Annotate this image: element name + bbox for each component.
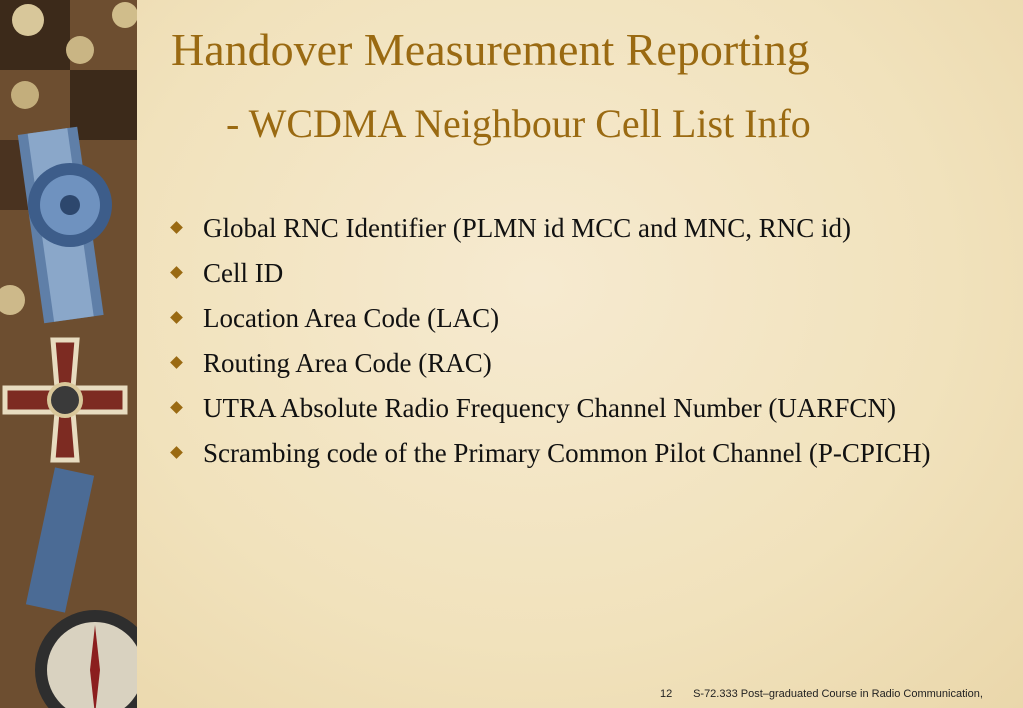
course-name: S-72.333 Post–graduated Course in Radio Communication,	[693, 688, 983, 700]
bullet-item	[168, 255, 938, 292]
bullet-text: Scrambing code of the Primary Common Pilot Channel (P-CPICH)	[203, 438, 931, 468]
bullet-text: Location Area Code (LAC)	[203, 303, 500, 333]
diamond-icon	[170, 266, 183, 279]
bullet-item	[168, 300, 938, 337]
bullet-text: UTRA Absolute Radio Frequency Channel Number (UARFCN)	[203, 393, 896, 423]
bullet-item	[168, 390, 938, 427]
bullet-text: Routing Area Code (RAC)	[203, 348, 492, 378]
decorative-sidebar-image	[0, 0, 137, 708]
bullet-list	[168, 210, 938, 480]
bullet-item	[168, 435, 938, 472]
diamond-icon	[170, 401, 183, 414]
diamond-icon	[170, 356, 183, 369]
bullet-item	[168, 345, 938, 382]
slide-footer	[660, 688, 1020, 700]
diamond-icon	[170, 311, 183, 324]
diamond-icon	[170, 446, 183, 459]
slide-title: Handover Measurement Reporting	[171, 24, 810, 75]
bullet-text: Cell ID	[203, 258, 284, 288]
slide-subtitle: - WCDMA Neighbour Cell List Info	[226, 101, 811, 146]
bullet-text: Global RNC Identifier (PLMN id MCC and MNC, RNC id)	[203, 213, 851, 243]
page-number: 12	[660, 688, 673, 700]
diamond-icon	[170, 221, 183, 234]
bullet-item	[168, 210, 938, 247]
